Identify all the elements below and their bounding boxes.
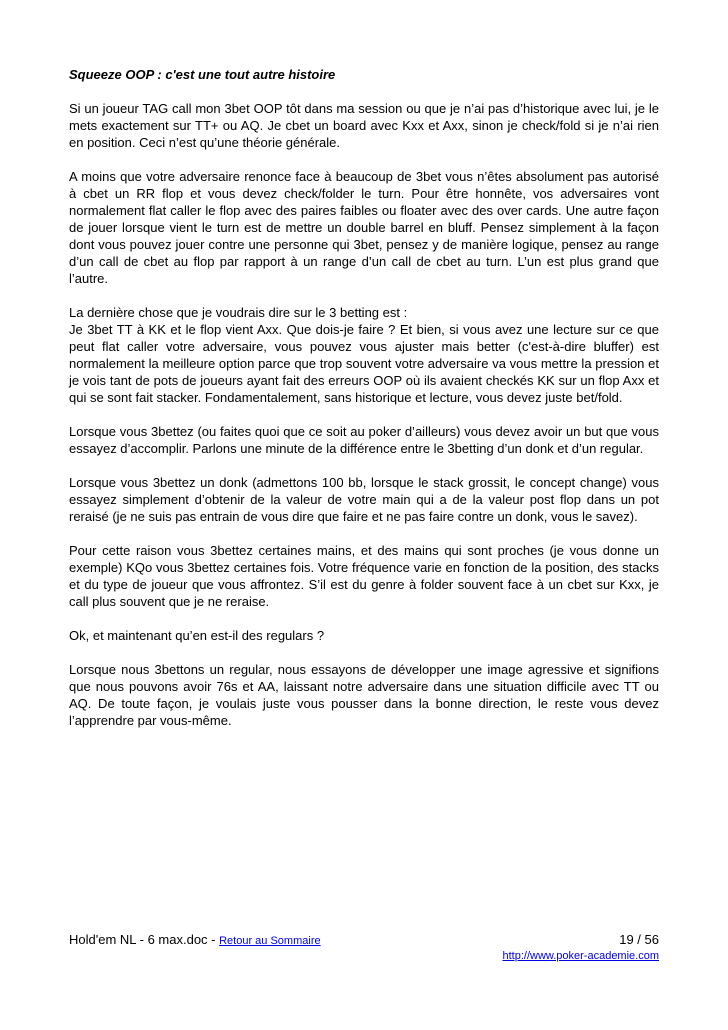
- section-heading: Squeeze OOP : c'est une tout autre histoire: [69, 67, 336, 82]
- website-link[interactable]: http://www.poker-academie.com: [502, 950, 659, 962]
- page-number: 19 / 56: [619, 932, 659, 947]
- paragraph-2: A moins que votre adversaire renonce face à beaucoup de 3bet vous n’êtes absolument pas autorisé à cbet un RR flop et vous devez check/folder le turn. Pour être honnête, vos adversaires vont normalement flat caller le flop avec des paires faibles ou floater avec des over cards. Une autre façon de jouer lorsque vient le turn est de mettre un double barrel en bluff. Pensez simplement à la façon dont vous pouvez jouer contre une personne qui 3bet, pensez y de manière logique, pensez au range d’un call de cbet au flop par rapport à un range d’un call de cbet au turn. L’un est plus grand que l’autre.: [69, 169, 659, 286]
- paragraph-3-body: Je 3bet TT à KK et le flop vient Axx. Que dois-je faire ? Et bien, si vous avez une lecture sur ce que peut flat caller votre adversaire, vous pouvez vous ajuster mais better (c'est-à-dire bluffer) est normalement la meilleure option parce que trop souvent votre adversaire va vous mettre la pression et je vois tant de pots de joueurs ayant fait des erreurs OOP où ils avaient checkés KK sur un flop Axx et qui se sont fait stacker. Fondamentalement, sans historique et lecture, vous devez juste bet/fold.: [69, 322, 659, 405]
- paragraph-6: Pour cette raison vous 3bettez certaines mains, et des mains qui sont proches (je vous donne un exemple) KQo vous 3bettez certaines fois. Votre fréquence varie en fonction de la position, des stacks et du type de joueur que vous affrontez. S’il est du genre à folder souvent face à un cbet sur Kxx, je call plus souvent que je ne reraise.: [69, 543, 659, 609]
- footer-doc-title: Hold'em NL - 6 max.doc -: [69, 932, 220, 947]
- paragraph-3-line-1: La dernière chose que je voudrais dire sur le 3 betting est :: [69, 305, 408, 320]
- paragraph-7: Ok, et maintenant qu’en est-il des regulars ?: [69, 628, 325, 643]
- footer-left: [69, 931, 321, 950]
- back-to-summary-link[interactable]: Retour au Sommaire: [219, 935, 321, 947]
- paragraph-4: Lorsque vous 3bettez (ou faites quoi que ce soit au poker d’ailleurs) vous devez avoir un but que vous essayez d’accomplir. Parlons une minute de la différence entre le 3betting d’un donk et d’un regular.: [69, 424, 659, 456]
- paragraph-5: Lorsque vous 3bettez un donk (admettons 100 bb, lorsque le stack grossit, le concept change) vous essayez simplement d’obtenir de la valeur de votre main qui a de la valeur post flop dans un pot reraisé (je ne suis pas entrain de vous dire que faire et ne pas faire contre un donk, vous le savez).: [69, 475, 659, 524]
- document-body: [69, 66, 659, 746]
- paragraph-8: Lorsque nous 3bettons un regular, nous essayons de développer une image agressive et signifions que nous pouvons avoir 76s et AA, laissant notre adversaire dans une situation difficile avec TT ou AQ. De toute façon, je voulais juste vous pousser dans la bonne direction, le reste vous devez l’apprendre par vous-même.: [69, 662, 659, 728]
- paragraph-1: Si un joueur TAG call mon 3bet OOP tôt dans ma session ou que je n’ai pas d’historique avec lui, je le mets exactement sur TT+ ou AQ. Je cbet un board avec Kxx et Axx, sinon je check/fold si je n’ai rien en position. Ceci n’est qu’une théorie générale.: [69, 101, 659, 150]
- paragraph-3: [69, 304, 659, 406]
